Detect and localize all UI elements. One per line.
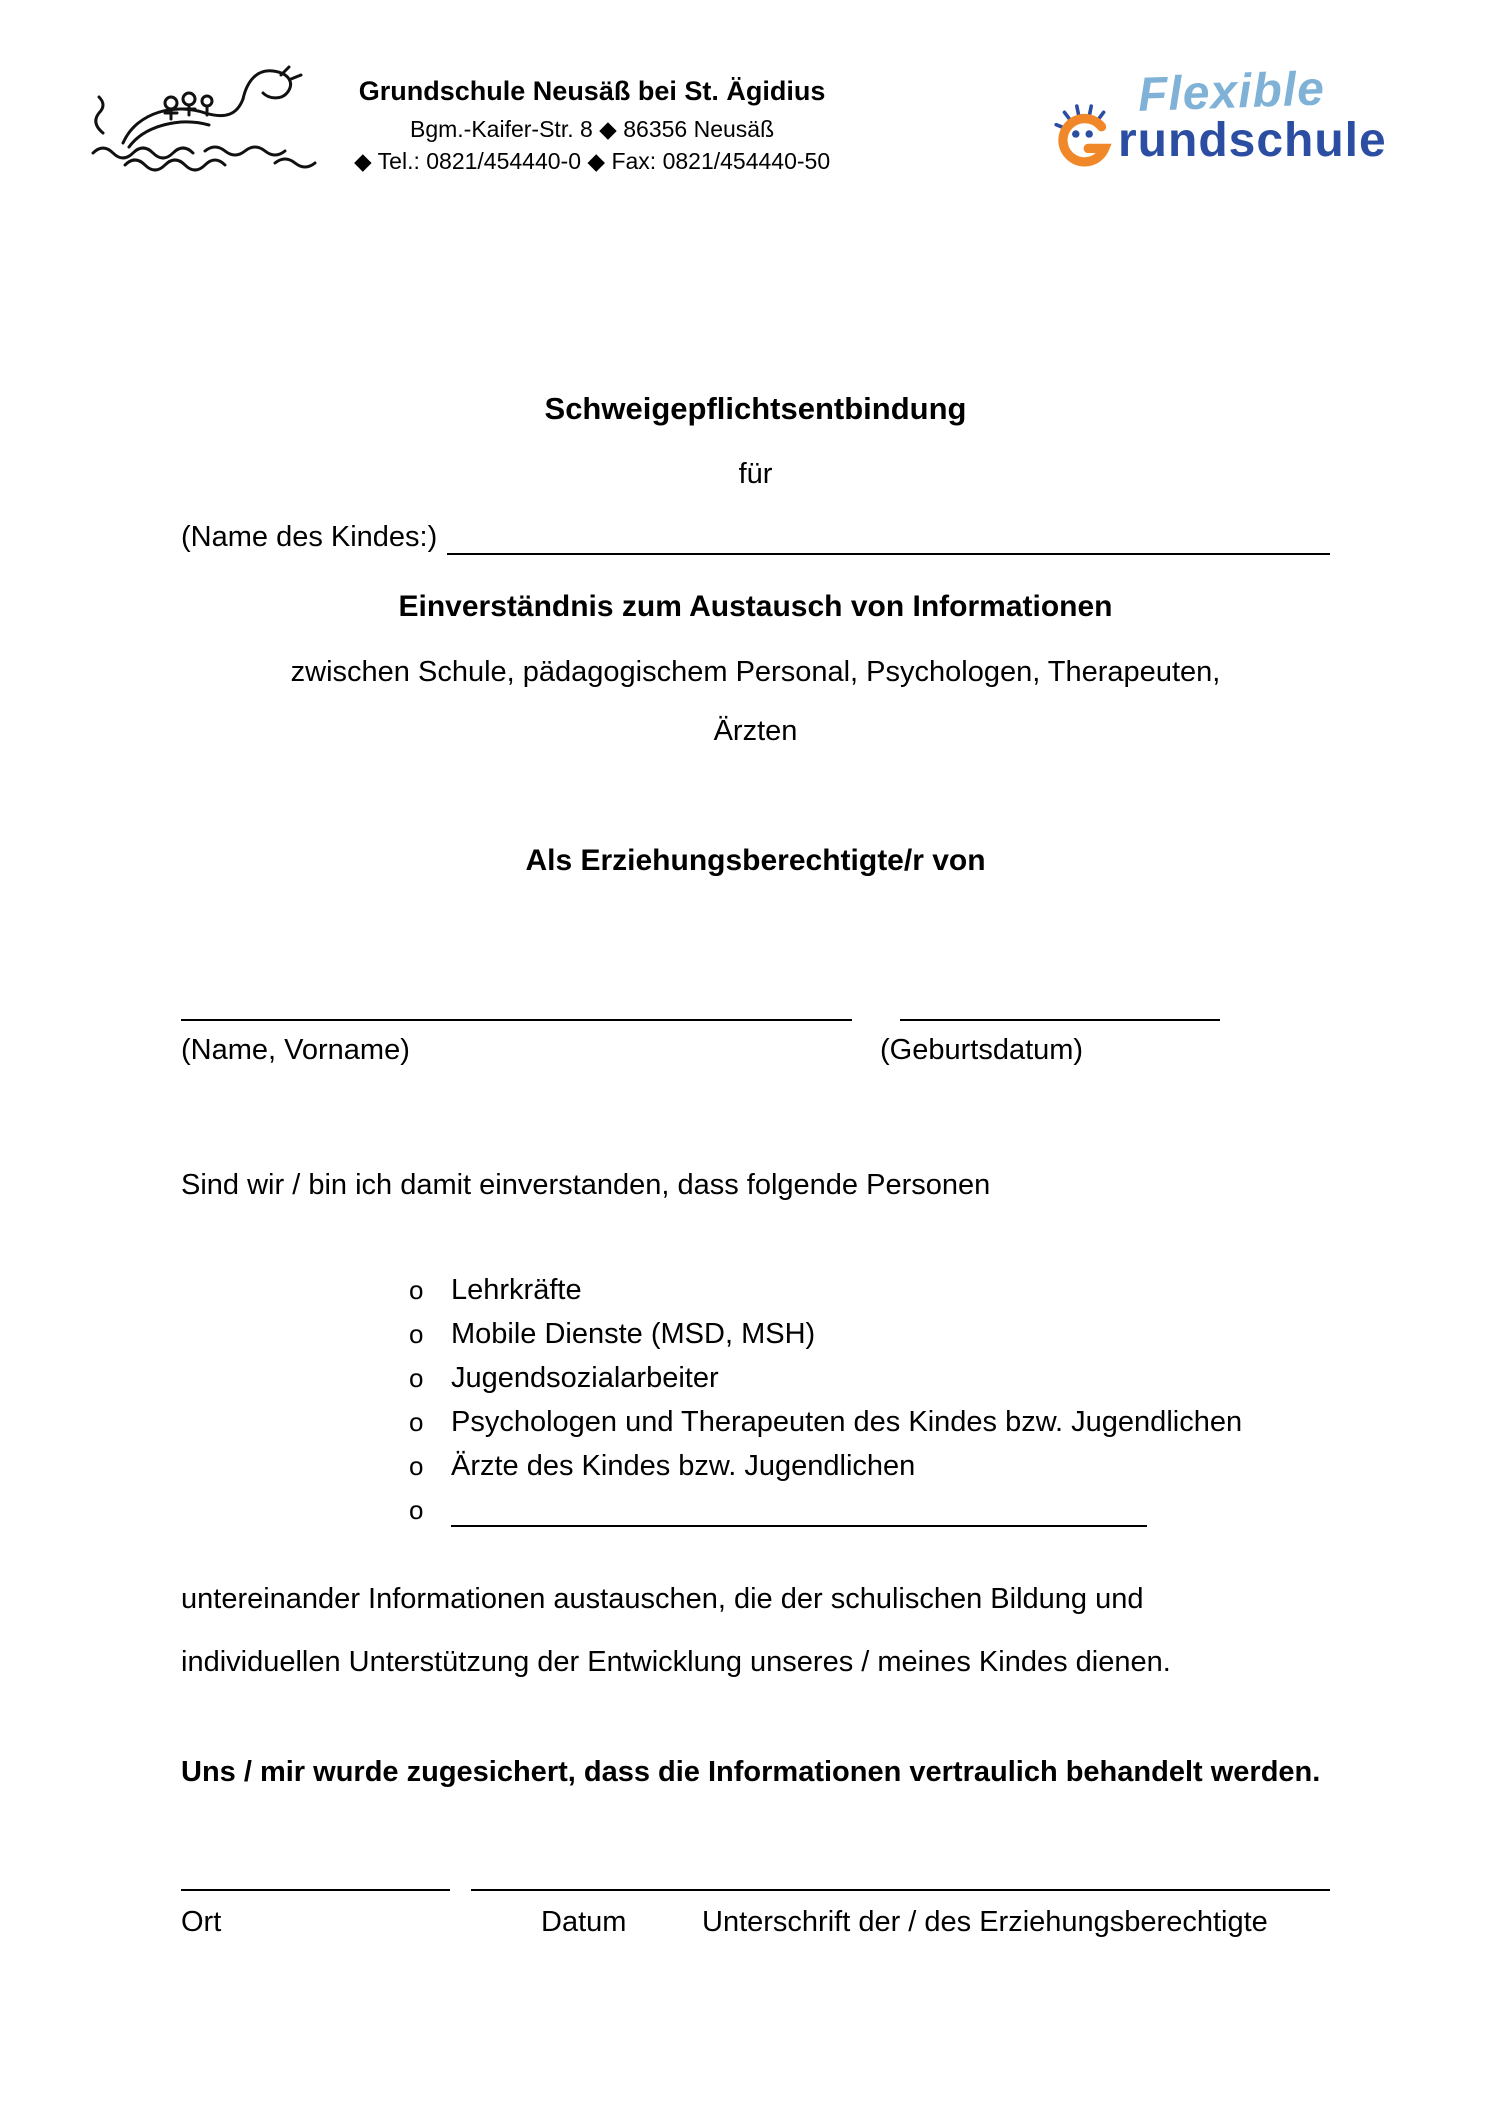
page-header <box>0 0 1500 190</box>
datum-unterschrift-blank-line <box>471 1859 1330 1891</box>
smiley-g-icon <box>1050 102 1116 168</box>
flexible-logo-word-rundschule: rundschule <box>1118 113 1387 167</box>
school-address: Bgm.-Kaifer-Str. 8 ◆ 86356 Neusäß <box>410 115 775 142</box>
consent-parties-line1: zwischen Schule, pädagogischem Personal, Psychologen, Therapeuten, <box>290 655 1221 688</box>
confidentiality-assurance-text: Uns / mir wurde zugesichert, dass die Informationen vertraulich behandelt werden. <box>181 1755 1321 1788</box>
school-name: Grundschule Neusäß bei St. Ägidius <box>358 76 826 106</box>
list-item-label: Psychologen und Therapeuten des Kindes bzw. Jugendlichen <box>451 1405 1243 1438</box>
list-bullet: o <box>409 1274 424 1305</box>
nessie-school-logo-icon <box>85 55 340 180</box>
list-item-blank <box>181 1493 1330 1527</box>
signature-labels <box>181 1905 1330 1940</box>
flexible-grundschule-logo <box>1050 55 1420 168</box>
child-name-blank-line <box>447 521 1330 555</box>
name-vorname-label: (Name, Vorname) <box>181 1034 410 1067</box>
list-blank-line <box>451 1495 1147 1527</box>
list-item <box>181 1317 1330 1351</box>
list-bullet: o <box>409 1362 424 1393</box>
unterschrift-label: Unterschrift der / des Erziehungsberechtigte <box>702 1906 1268 1939</box>
school-info-block <box>354 55 830 175</box>
subtitle-fuer: für <box>738 458 773 491</box>
guardian-name-blank-line <box>181 989 852 1021</box>
list-bullet: o <box>409 1318 424 1349</box>
body-text-line1: untereinander Informationen austauschen, die der schulischen Bildung und <box>181 1582 1144 1615</box>
datum-label: Datum <box>541 1906 627 1939</box>
school-contact: ◆ Tel.: 0821/454440-0 ◆ Fax: 0821/454440-50 <box>354 147 831 174</box>
guardian-fill-labels <box>181 1033 1330 1068</box>
child-name-label: (Name des Kindes:) <box>181 520 438 553</box>
consent-heading: Einverständnis zum Austausch von Informationen <box>398 589 1113 623</box>
list-bullet: o <box>409 1494 424 1525</box>
child-name-row <box>181 520 1330 555</box>
list-item <box>181 1361 1330 1395</box>
birthdate-blank-line <box>900 989 1220 1021</box>
consent-parties-line2: Ärzten <box>713 714 798 747</box>
geburtsdatum-label: (Geburtsdatum) <box>880 1034 1084 1067</box>
list-item-label: Ärzte des Kindes bzw. Jugendlichen <box>451 1449 916 1482</box>
list-item-label: Jugendsozialarbeiter <box>451 1361 719 1394</box>
ort-blank-line <box>181 1859 450 1891</box>
flexible-logo-word-flexible: Flexible <box>1137 62 1326 122</box>
list-bullet: o <box>409 1450 424 1481</box>
list-item <box>181 1273 1330 1307</box>
list-bullet: o <box>409 1406 424 1437</box>
guardian-heading: Als Erziehungsberechtigte/r von <box>525 844 986 878</box>
guardian-fill-lines <box>181 989 1330 1021</box>
document-title: Schweigepflichtsentbindung <box>544 391 967 426</box>
list-item-label: Lehrkräfte <box>451 1273 582 1306</box>
ort-label: Ort <box>181 1906 222 1939</box>
consent-intro-text: Sind wir / bin ich damit einverstanden, dass folgende Personen <box>181 1169 991 1202</box>
list-item-label: Mobile Dienste (MSD, MSH) <box>451 1317 816 1350</box>
signature-lines <box>181 1859 1330 1891</box>
persons-list <box>181 1273 1330 1527</box>
document-body <box>0 390 1500 1940</box>
list-item <box>181 1405 1330 1439</box>
body-text-line2: individuellen Unterstützung der Entwicklung unseres / meines Kindes dienen. <box>181 1645 1171 1678</box>
list-item <box>181 1449 1330 1483</box>
